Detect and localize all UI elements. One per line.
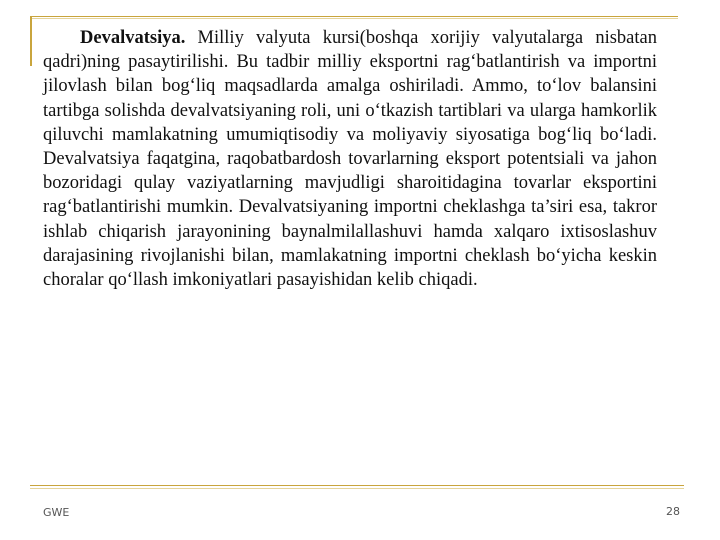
bottom-rule-secondary	[30, 488, 684, 489]
term-heading: Devalvatsiya.	[80, 28, 186, 48]
top-rule-secondary	[30, 18, 678, 19]
bottom-rule	[30, 485, 684, 486]
top-rule	[30, 16, 678, 17]
term-definition: Milliy valyuta kursi(boshqa xorijiy valyutalarga nisbatan qadri)ning pasaytirilishi. Bu tadbir milliy eksportni rag‘batlantirish va importni jilovlash bilan bog‘liq maqsadlarda amalga oshiriladi. Ammo, to‘lov balansini tartibga solishda devalvatsiyaning roli, uni o‘tkazish tartiblari va ularga hamkorlik qiluvchi mamlakatning umumiqtisodiy va moliyaviy siyosatiga bog‘liq bo‘ladi. Devalvatsiya faqatgina, raqobatbardosh tovarlarning eksport potentsiali va jahon bozoridagi qulay vaziyatlarning mavjudligi sharoitidagina tovarlar eksportini rag‘batlantirishi mumkin. Devalvatsiyaning importni cheklashga ta’siri esa, takror ishlab chiqarish jarayonining baynalmilallashuvi hamda xalqaro ixtisoslashuv darajasining rivojlanishi bilan, mamlakatning importni cheklash bo‘yicha keskin choralar qo‘llash imkoniyatlari pasayishidan kelib chiqadi.	[43, 28, 657, 291]
page-number: 28	[666, 505, 680, 518]
body-paragraph	[43, 26, 657, 292]
left-accent-bar	[30, 16, 32, 66]
footer-label: GWE	[43, 506, 70, 519]
